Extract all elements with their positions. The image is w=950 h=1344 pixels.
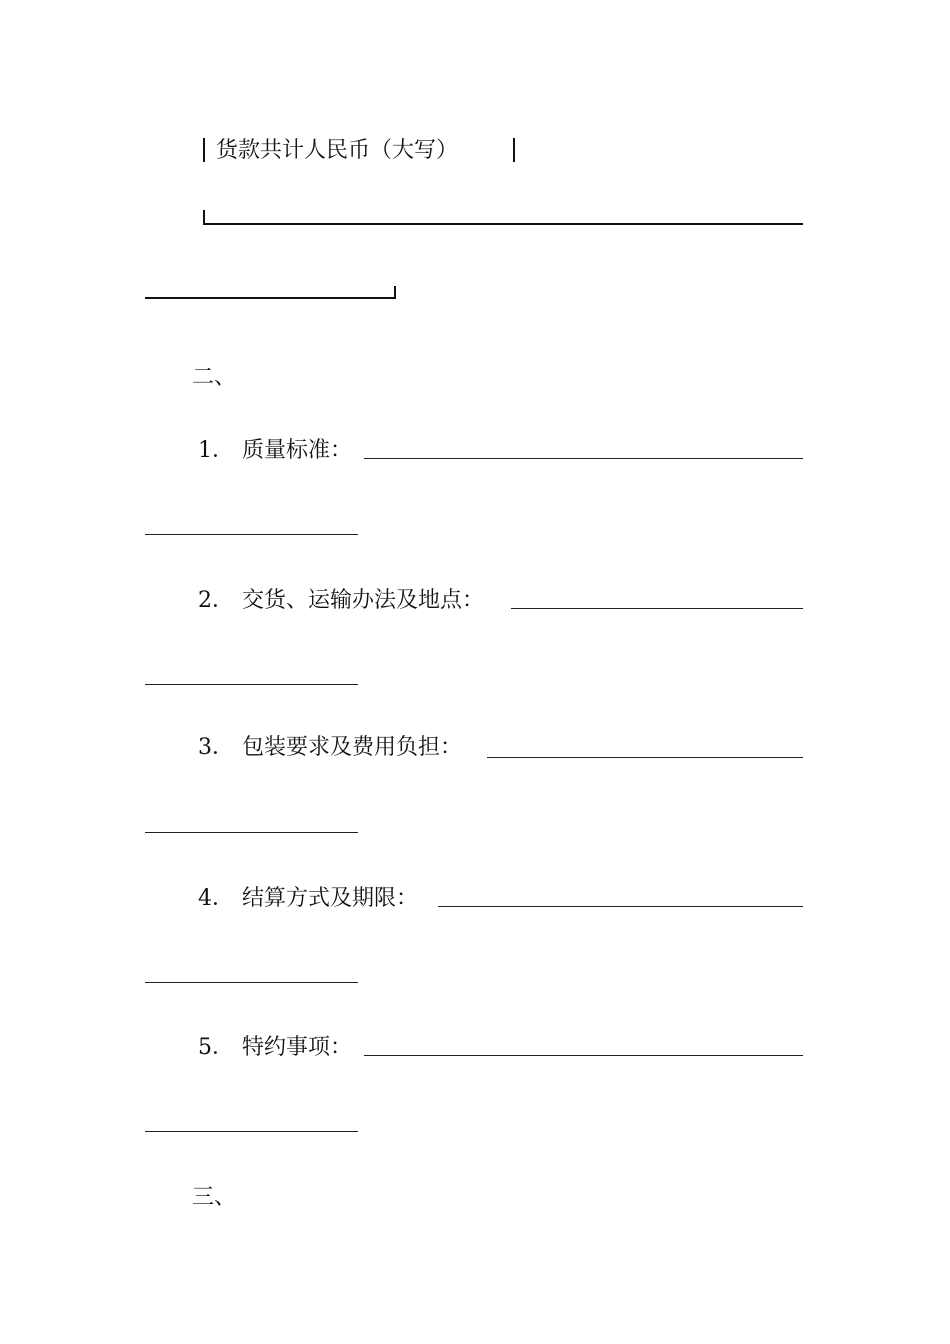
- box-left-border: [203, 138, 205, 162]
- fill-in-line-continued[interactable]: [145, 832, 358, 833]
- total-amount-label: 货款共计人民币（大写）: [216, 138, 459, 163]
- item-label: 交货、运输办法及地点：: [242, 588, 485, 613]
- box-right-border: [513, 138, 515, 162]
- fill-in-line-continued[interactable]: [145, 1131, 358, 1132]
- fill-in-line-continued[interactable]: [145, 684, 358, 685]
- item-number: 5．: [198, 1035, 234, 1060]
- item-label: 质量标准：: [242, 438, 353, 463]
- fill-in-line[interactable]: [511, 608, 803, 609]
- item-number: 1．: [198, 438, 234, 463]
- item-label: 包装要求及费用负担：: [242, 735, 463, 760]
- section-two-heading: 二、: [192, 365, 237, 390]
- box-bottom-line-first: [203, 223, 803, 225]
- item-number: 4．: [198, 886, 234, 911]
- item-number: 3．: [198, 735, 234, 760]
- fill-in-line[interactable]: [364, 458, 803, 459]
- fill-in-line-continued[interactable]: [145, 982, 358, 983]
- fill-in-line-continued[interactable]: [145, 534, 358, 535]
- section-three-heading: 三、: [192, 1185, 237, 1210]
- box-bottom-line-second: [145, 297, 396, 299]
- fill-in-line[interactable]: [487, 757, 803, 758]
- fill-in-line[interactable]: [438, 906, 803, 907]
- box-bottom-right-corner: [394, 286, 396, 299]
- item-label: 结算方式及期限：: [242, 886, 419, 911]
- item-number: 2．: [198, 588, 234, 613]
- fill-in-line[interactable]: [364, 1055, 803, 1056]
- item-label: 特约事项：: [242, 1035, 353, 1060]
